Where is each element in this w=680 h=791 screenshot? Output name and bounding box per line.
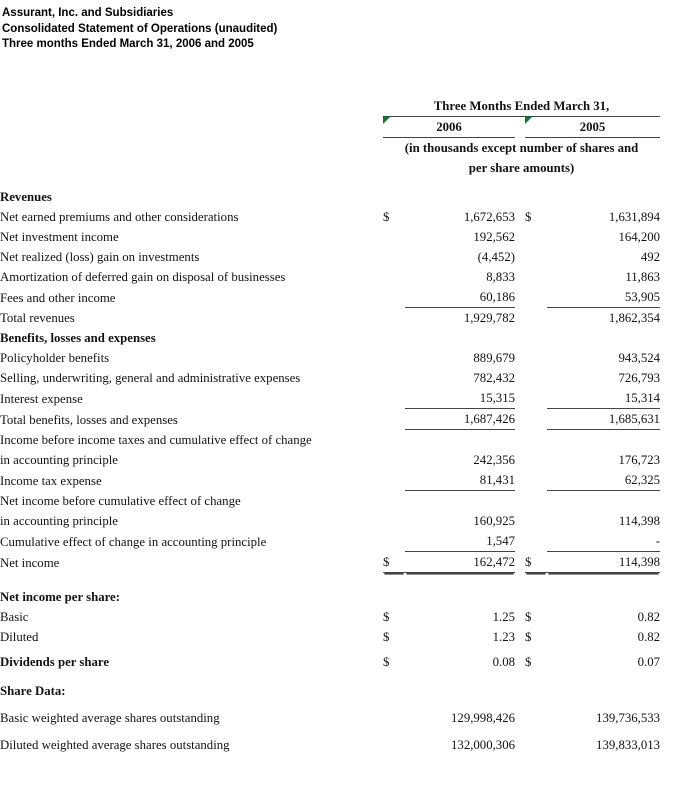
value-2006: 242,356 [473,453,515,467]
row-label: Net income [0,555,60,570]
income-tax-expense-row [0,470,680,491]
value-2006: 81,431 [405,470,515,491]
value-2006: 1,672,653 [463,210,515,224]
value-2005: 492 [640,250,661,264]
table-row [0,227,680,247]
value-2006: 1.25 [492,610,515,624]
table-row [0,287,680,308]
value-2006: 1,547 [405,531,515,552]
value-2006: 889,679 [473,351,515,365]
row-label: Interest expense [0,391,83,406]
row-label: Policyholder benefits [0,351,110,365]
subtotal-row-total-benefits [0,409,680,430]
value-2006: 160,925 [473,514,515,528]
header-units-row-2 [0,158,680,178]
value-2005: 1,862,354 [608,311,661,325]
table-row [0,207,680,227]
value-2006: 0.08 [492,655,515,669]
value-2006: 60,186 [405,287,515,308]
row-label: in accounting principle [0,514,118,528]
row-label: Basic weighted average shares outstanding [0,711,220,725]
header-spacer [0,117,383,138]
value-2005: 139,833,013 [596,738,661,752]
value-2006: 15,315 [405,388,515,409]
value-2006: 782,432 [473,371,515,385]
net-income-before-cum-row-line2 [0,511,680,531]
section-heading-revenues [0,187,680,207]
value-2005: 139,736,533 [596,711,661,725]
share-data-heading: Share Data: [0,684,66,698]
value-2005: 0.82 [637,630,661,644]
value-2005: 114,398 [547,552,660,573]
table-row [0,247,680,267]
currency-symbol-2005: $ [525,630,532,644]
column-header-2006-label: 2006 [436,120,462,134]
table-row [0,701,680,728]
currency-symbol-2005: $ [525,655,532,669]
section-spacer [0,178,680,187]
column-header-2005-label: 2005 [579,120,606,134]
row-label: in accounting principle [0,453,118,467]
row-label: Total benefits, losses and expenses [0,412,178,427]
value-2005: 11,863 [625,270,661,284]
row-label: Selling, underwriting, general and administrative expenses [0,371,301,385]
value-2006: 129,998,426 [451,711,515,725]
row-label: Dividends per share [0,655,110,669]
value-2006: 1.23 [492,630,515,644]
header-span-row [0,96,680,117]
row-label: Cumulative effect of change in accounting principle [0,534,267,549]
pretax-income-row-line1 [0,430,680,451]
section-heading-share-data [0,681,680,701]
section-heading-per-share [0,587,680,607]
currency-symbol-2006: $ [383,610,390,624]
value-2006: (4,452) [477,250,515,264]
comment-indicator-icon [383,117,390,124]
dividends-per-share-row [0,652,680,672]
value-2006: 162,472 [405,552,515,573]
comment-indicator-icon [525,117,532,124]
units-note-line-2: per share amounts) [468,161,575,175]
row-label: Net earned premiums and other considerations [0,210,239,224]
value-2005: 114,398 [618,514,661,528]
currency-symbol-2006: $ [383,210,390,224]
revenues-heading: Revenues [0,190,52,204]
table-row [0,348,680,368]
value-2006: 8,833 [486,270,515,284]
value-2005: 0.07 [637,655,661,669]
value-2005: 726,793 [618,371,661,385]
company-name: Assurant, Inc. and Subsidiaries [2,7,174,19]
value-2005: 943,524 [618,351,661,365]
statement-period: Three months Ended March 31, 2006 and 2005 [2,38,254,50]
document-title-block [2,6,277,53]
section-spacer [0,672,680,681]
net-income-total-row [0,552,680,573]
row-label: Net realized (loss) gain on investments [0,250,200,264]
table-row [0,728,680,755]
header-year-row [0,117,680,138]
table-row [0,627,680,647]
table-row [0,368,680,388]
currency-symbol-2006: $ [383,552,405,573]
cumulative-effect-row [0,531,680,552]
row-label: Amortization of deferred gain on disposal of businesses [0,270,286,284]
header-column-gap [515,117,525,138]
value-2006: 1,929,782 [463,311,515,325]
table-row [0,267,680,287]
currency-symbol-2005: $ [525,610,532,624]
value-2005: 176,723 [618,453,661,467]
section-heading-benefits [0,328,680,348]
value-2005: 1,631,894 [608,210,661,224]
value-2005: 0.82 [637,610,661,624]
row-label: Diluted [0,630,39,644]
column-header-2005 [525,117,660,138]
header-units-row-1 [0,138,680,159]
row-label: Net income before cumulative effect of change [0,494,241,508]
per-share-heading: Net income per share: [0,590,121,604]
benefits-heading: Benefits, losses and expenses [0,331,156,345]
row-label: Total revenues [0,311,75,325]
value-2005: 15,314 [547,388,660,409]
table-row [0,607,680,627]
section-spacer [0,573,680,583]
header-spacer [0,96,383,117]
value-2005: 1,685,631 [547,409,660,430]
subtotal-row-total-revenues [0,308,680,329]
currency-symbol-2006: $ [383,630,390,644]
value-2005: 164,200 [618,230,661,244]
net-income-before-cum-row-line1 [0,491,680,512]
row-label: Fees and other income [0,290,116,305]
statement-title: Consolidated Statement of Operations (unaudited) [2,22,278,35]
value-2006: 192,562 [473,230,515,244]
value-2005: 62,325 [547,470,660,491]
units-note-line-1: (in thousands except number of shares and [404,141,639,155]
row-label: Income before income taxes and cumulative effect of change [0,433,312,447]
currency-symbol-2005: $ [525,210,532,224]
value-2005: 53,905 [547,287,660,308]
row-label: Basic [0,610,29,624]
currency-symbol-2006: $ [383,655,390,669]
row-label: Net investment income [0,230,119,244]
income-statement-table [0,96,680,755]
value-2006: 132,000,306 [451,738,515,752]
value-2005: - [547,531,660,552]
currency-symbol-2005: $ [525,552,547,573]
column-header-2006 [383,117,515,138]
pretax-income-row-line2 [0,450,680,470]
row-label: Income tax expense [0,473,102,488]
row-label: Diluted weighted average shares outstanding [0,738,230,752]
value-2006: 1,687,426 [405,409,515,430]
header-period-label: Three Months Ended March 31, [433,99,610,113]
table-row [0,388,680,409]
